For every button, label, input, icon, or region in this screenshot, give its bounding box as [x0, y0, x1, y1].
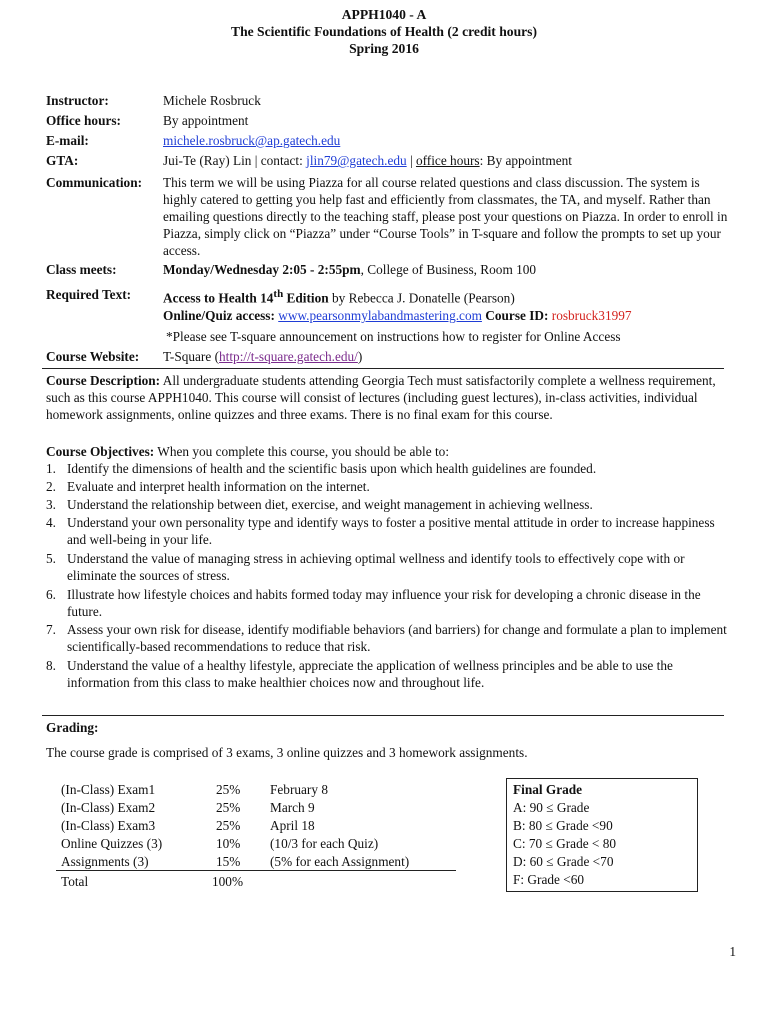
objectives-intro: When you complete this course, you should be able to:: [154, 444, 450, 459]
objective-text: Understand your own personality type and identify ways to foster a positive mental attitude in order to increase happiness and well-being in your life.: [67, 515, 715, 547]
objective-number: 4.: [46, 515, 56, 530]
instructor-email-link[interactable]: michele.rosbruck@ap.gatech.edu: [163, 133, 341, 148]
objectives-label: Course Objectives:: [46, 444, 155, 459]
email-label: E-mail:: [46, 133, 89, 148]
course-id-value: rosbruck31997: [551, 308, 632, 323]
course-code: APPH1040 - A: [341, 7, 427, 22]
pearson-link[interactable]: www.pearsonmylabandmastering.com: [278, 308, 482, 323]
objective-text: Identify the dimensions of health and the scientific basis upon which health guidelines are founded.: [67, 461, 597, 476]
grading-label: Grading:: [46, 720, 99, 735]
objective-number: 5.: [46, 551, 56, 566]
total-label: Total: [61, 874, 89, 889]
grade-item: Online Quizzes (3): [61, 836, 163, 851]
textbook-author: by Rebecca J. Donatelle (Pearson): [328, 290, 515, 306]
objective-text: Understand the value of managing stress in achieving optimal wellness and identify tools to effectively cope with or eliminate the sources of stress.: [67, 551, 685, 583]
grade-item: Assignments (3): [61, 854, 149, 869]
grade-scale-line: B: 80 ≤ Grade <90: [513, 818, 613, 833]
objective-number: 8.: [46, 658, 56, 673]
objective-number: 2.: [46, 479, 56, 494]
grade-weight: 10%: [216, 836, 241, 851]
gta-office-hours-value: : By appointment: [479, 153, 572, 168]
website-suffix: ): [357, 349, 363, 364]
gta-separator: |: [406, 153, 416, 168]
communication-label: Communication:: [46, 175, 143, 190]
instructor-name: Michele Rosbruck: [163, 93, 261, 108]
grade-item: (In-Class) Exam1: [61, 782, 156, 797]
register-note: *Please see T-square announcement on instructions how to register for Online Access: [166, 329, 621, 344]
gta-name: Jui-Te (Ray) Lin | contact:: [163, 153, 307, 168]
website-label: Course Website:: [46, 349, 140, 364]
objective-text: Evaluate and interpret health information on the internet.: [67, 479, 370, 494]
description-label: Course Description:: [46, 373, 161, 388]
grade-weight: 25%: [216, 800, 241, 815]
class-meets-label: Class meets:: [46, 262, 117, 277]
total-divider: [56, 870, 456, 871]
course-id-label: Course ID:: [481, 308, 552, 323]
objective-number: 6.: [46, 587, 56, 602]
final-grade-box: [506, 778, 698, 892]
gta-label: GTA:: [46, 153, 79, 168]
website-prefix: T-Square (: [163, 349, 220, 364]
divider-top: [42, 368, 724, 369]
textbook-edition-sup: th: [273, 288, 284, 300]
required-text-label: Required Text:: [46, 287, 132, 302]
objective-text: Understand the relationship between diet, exercise, and weight management in achieving wellness.: [67, 497, 593, 512]
divider-grading: [42, 715, 724, 716]
office-hours-label: Office hours:: [46, 113, 121, 128]
grade-note: April 18: [270, 818, 315, 833]
course-term: Spring 2016: [349, 41, 419, 56]
grade-scale-line: D: 60 ≤ Grade <70: [513, 854, 614, 869]
final-grade-title: Final Grade: [513, 782, 583, 797]
textbook-title: Access to Health 14: [163, 290, 274, 306]
instructor-label: Instructor:: [46, 93, 109, 108]
grade-scale-line: C: 70 ≤ Grade < 80: [513, 836, 617, 851]
grade-note: (5% for each Assignment): [270, 854, 410, 869]
grade-scale-line: A: 90 ≤ Grade: [513, 800, 590, 815]
grading-intro: The course grade is comprised of 3 exams, 3 online quizzes and 3 homework assignments.: [46, 745, 528, 760]
objective-number: 7.: [46, 622, 56, 637]
total-weight: 100%: [212, 874, 244, 889]
description-text: All undergraduate students attending Georgia Tech must satisfactorily complete a wellness requirement, such as this course APPH1040. This course will consist of lectures (including guest lectures), in-class activities, individual homework assignments, online quizzes and three exams. There is no final exam for this course.: [46, 373, 716, 422]
grade-item: (In-Class) Exam3: [61, 818, 156, 833]
objectives-heading: [46, 443, 726, 460]
objective-text: Understand the value of a healthy lifestyle, appreciate the application of wellness principles and be able to use the information from this class to make healthier choices now and throughout life.: [67, 658, 673, 690]
grade-scale-line: F: Grade <60: [513, 872, 585, 887]
office-hours-value: By appointment: [163, 113, 249, 128]
class-meets-time: Monday/Wednesday 2:05 - 2:55pm: [163, 262, 361, 277]
tsquare-link[interactable]: http://t-square.gatech.edu/: [219, 349, 358, 364]
grade-weight: 25%: [216, 782, 241, 797]
course-description: [46, 372, 726, 423]
objective-text: Assess your own risk for disease, identify modifiable behaviors (and barriers) for change and formulate a plan to implement scientifically-based recommendations to reduce that risk.: [67, 622, 727, 654]
grade-note: March 9: [270, 800, 315, 815]
class-meets-location: , College of Business, Room 100: [360, 262, 537, 277]
online-access-label: Online/Quiz access:: [163, 308, 279, 323]
grade-weight: 15%: [216, 854, 241, 869]
grade-item: (In-Class) Exam2: [61, 800, 156, 815]
grade-note: (10/3 for each Quiz): [270, 836, 379, 851]
communication-text: This term we will be using Piazza for all course related questions and class discussion. The system is highly catered to getting you help fast and efficiently from classmates, the TA, and myself. Rather than emailing questions directly to the teaching staff, please post your questions on Piazza. In order to enroll in Piazza, simply click on “Piazza” under “Course Tools” in T-square and follow the prompts to set up your access.: [163, 175, 728, 258]
grade-weight: 25%: [216, 818, 241, 833]
grade-note: February 8: [270, 782, 328, 797]
objective-text: Illustrate how lifestyle choices and habits formed today may influence your risk for developing a chronic disease in the future.: [67, 587, 701, 619]
gta-email-link[interactable]: jlin79@gatech.edu: [306, 153, 407, 168]
course-title: The Scientific Foundations of Health (2 credit hours): [231, 24, 537, 39]
textbook-edition: Edition: [283, 290, 329, 306]
page-number: 1: [729, 944, 736, 959]
objective-number: 1.: [46, 461, 56, 476]
objective-number: 3.: [46, 497, 56, 512]
gta-office-hours-label: office hours: [415, 153, 480, 168]
